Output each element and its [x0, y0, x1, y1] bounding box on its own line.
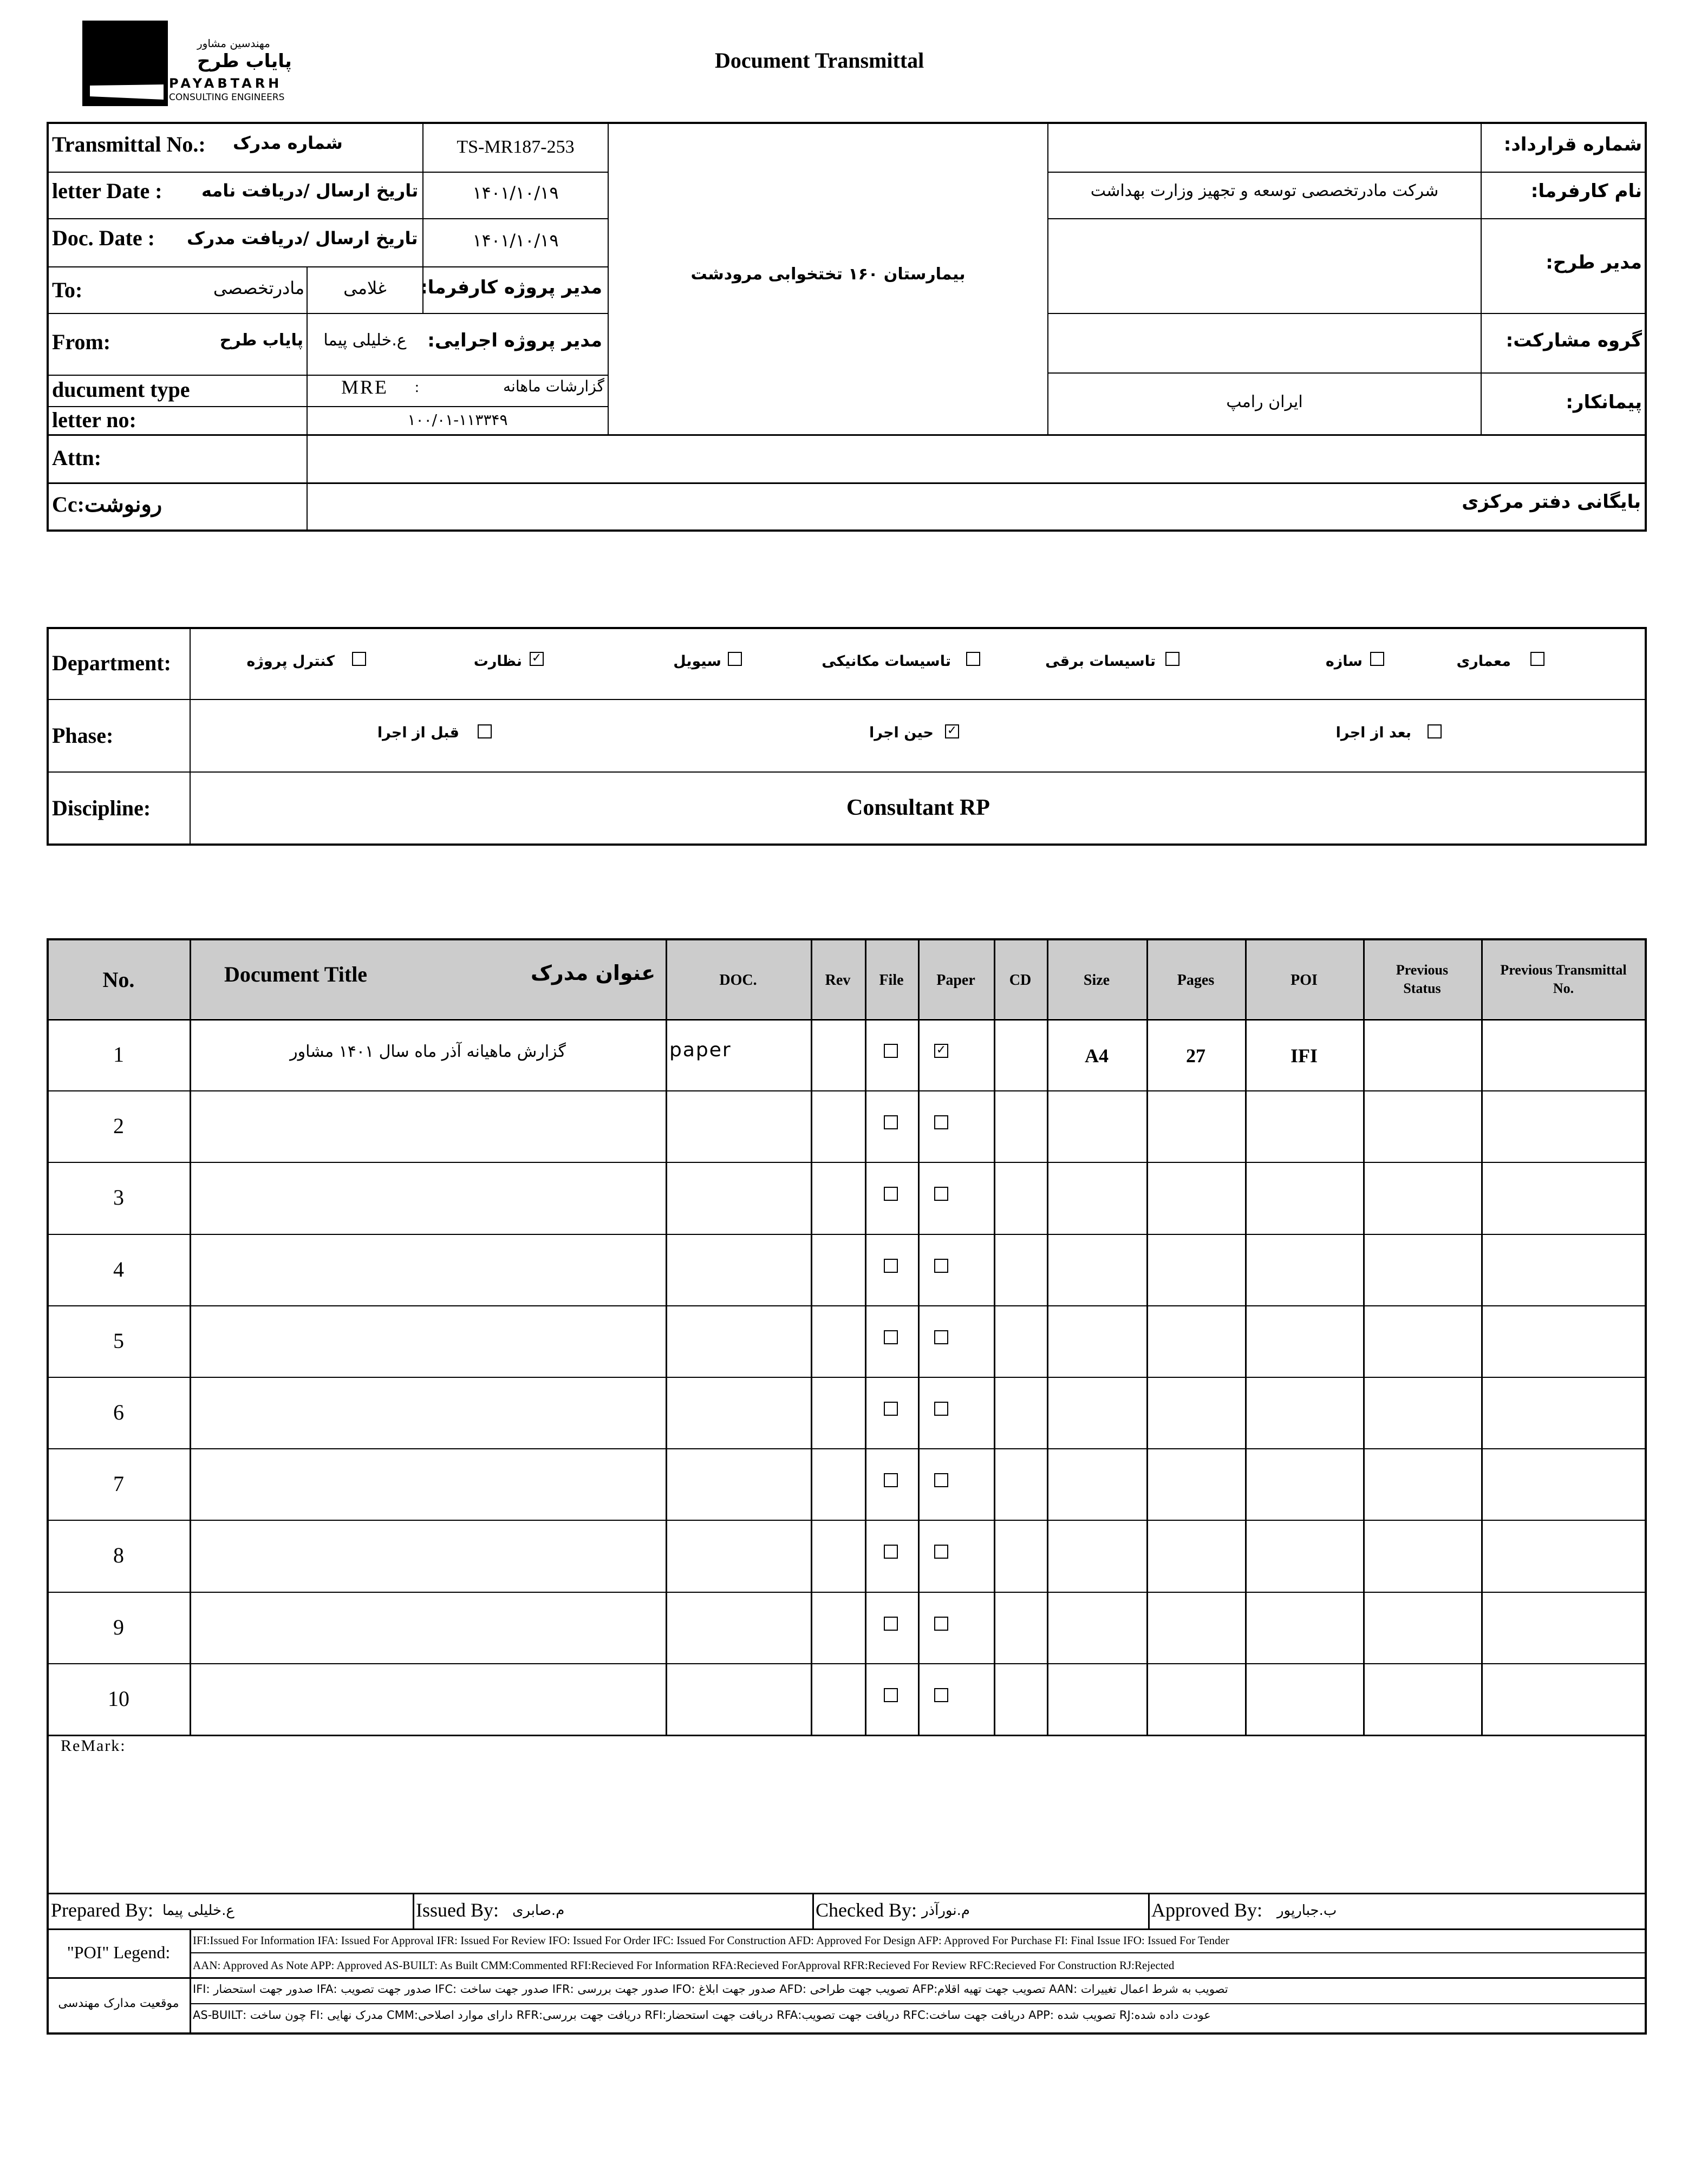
phase-option-label: حین اجرا — [869, 724, 934, 741]
file-checkbox[interactable] — [884, 1545, 898, 1559]
table-column-divider — [811, 939, 812, 1735]
row-number: 9 — [113, 1615, 124, 1639]
issued-value: م.صابری — [512, 1902, 565, 1919]
paper-checkbox[interactable] — [934, 1115, 948, 1129]
contractor-label: پیمانکار: — [1566, 391, 1642, 413]
row-number: 5 — [113, 1329, 124, 1353]
paper-checkbox[interactable] — [934, 1187, 948, 1201]
department-option-label: کنترل پروژه — [246, 653, 335, 670]
table-row-divider — [48, 1305, 1646, 1306]
page-title: Document Transmittal — [715, 48, 924, 73]
table-column-divider — [190, 939, 191, 1735]
from-value: پایاب طرح — [219, 331, 303, 350]
file-checkbox[interactable] — [884, 1473, 898, 1487]
from-role: مدیر پروژه اجرایی: — [427, 330, 602, 351]
row-number: 2 — [113, 1114, 124, 1138]
paper-checkbox[interactable] — [934, 1402, 948, 1416]
company-logo — [82, 21, 292, 107]
paper-checkbox[interactable] — [934, 1330, 948, 1344]
plan-manager-label: مدیر طرح: — [1546, 252, 1642, 273]
department-checkbox[interactable] — [966, 652, 980, 666]
file-checkbox[interactable] — [884, 1617, 898, 1631]
project-name: بیمارستان ۱۶۰ تختخوابی مرودشت — [690, 265, 966, 284]
department-option-label: تاسیسات مکانیکی — [822, 653, 951, 670]
file-checkbox[interactable] — [884, 1115, 898, 1129]
cc-value: بایگانی دفتر مرکزی — [1462, 491, 1641, 513]
table-row-divider — [48, 1592, 1646, 1593]
table-column-divider — [994, 939, 995, 1735]
doc-date-label: Doc. Date : — [52, 226, 155, 250]
department-option-label: تاسیسات برقی — [1045, 653, 1156, 670]
letter-no-value: ۱۰۰/۰۱-۱۱۳۳۴۹ — [407, 411, 508, 429]
cc-label: Cc:رونوشت — [52, 492, 162, 516]
table-column-divider — [865, 939, 866, 1735]
file-checkbox[interactable] — [884, 1044, 898, 1058]
file-checkbox[interactable] — [884, 1688, 898, 1702]
doc-type-sep: : — [415, 379, 419, 396]
col-header-doc: DOC. — [719, 972, 757, 989]
col-header-prev-transmittal: Previous Transmittal No. — [1500, 962, 1627, 996]
row-number: 1 — [113, 1042, 124, 1067]
file-checkbox[interactable] — [884, 1330, 898, 1344]
row-number: 7 — [113, 1472, 124, 1496]
transmittal-no-label: Transmittal No.: — [52, 132, 206, 156]
department-option-label: معماری — [1456, 653, 1511, 670]
row-number: 4 — [113, 1257, 124, 1281]
discipline-label: Discipline: — [52, 796, 151, 820]
file-checkbox[interactable] — [884, 1187, 898, 1201]
paper-checkbox[interactable] — [934, 1688, 948, 1702]
table-column-divider — [1481, 939, 1483, 1735]
logo-fa-top: مهندسین مشاور — [197, 37, 270, 50]
department-checkbox[interactable] — [1165, 652, 1179, 666]
logo-en-sub: CONSULTING ENGINEERS — [169, 92, 285, 103]
doc-date-fa: تاریخ ارسال /دریافت مدرک — [187, 228, 418, 249]
to-person: غلامی — [343, 278, 387, 298]
table-row-divider — [48, 1090, 1646, 1091]
doc-date-value: ۱۴۰۱/۱۰/۱۹ — [472, 230, 559, 251]
department-label: Department: — [52, 651, 171, 675]
row-number: 3 — [113, 1185, 124, 1209]
table-row-divider — [48, 1377, 1646, 1378]
logo-mark-icon — [82, 21, 168, 106]
table-row-divider — [48, 1234, 1646, 1235]
table-row-divider — [48, 1448, 1646, 1449]
department-option-label: سیویل — [673, 653, 721, 670]
prepared-value: ع.خلیلی پیما — [162, 1902, 234, 1919]
col-header-poi: POI — [1291, 972, 1318, 989]
table-column-divider — [666, 939, 667, 1735]
legend-fa-label: موقعیت مدارک مهندسی — [58, 1997, 179, 2010]
contractor-value: ایران رامپ — [1226, 393, 1303, 411]
partnership-label: گروه مشارکت: — [1505, 330, 1642, 351]
row-number: 6 — [113, 1400, 124, 1424]
col-header-cd: CD — [1009, 972, 1032, 989]
department-checkbox[interactable]: ✓ — [530, 652, 544, 666]
table-row-divider — [48, 1663, 1646, 1664]
row-number: 10 — [108, 1686, 129, 1711]
to-role: مدیر پروژه کارفرما: — [420, 277, 602, 298]
employer-value: شرکت مادرتخصصی توسعه و تجهیز وزارت بهداشت — [1090, 181, 1439, 200]
doc-type-code: MRE — [341, 376, 389, 398]
legend-line-4: عودت داده شده:RJ تصویب شده :APP دریافت جهت ساخت:RFC دریافت جهت تصویب:RFA دریافت جهت استحضار:RFI دریافت جهت بررسی:RFR دارای موارد اصلاحی:CMM مدرک نهایی :FI چون ساخت :AS-BUILT — [193, 2009, 1211, 2022]
table-column-divider — [1363, 939, 1365, 1735]
row-poi: IFI — [1290, 1045, 1318, 1067]
row-size: A4 — [1085, 1045, 1109, 1067]
row-title: گزارش ماهیانه آذر ماه سال ۱۴۰۱ مشاور — [290, 1042, 566, 1061]
transmittal-no-fa: شماره مدرک — [233, 133, 343, 153]
phase-label: Phase: — [52, 723, 114, 748]
doc-type-fa: گزارشات ماهانه — [503, 377, 604, 395]
letter-date-fa: تاریخ ارسال /دریافت نامه — [201, 180, 419, 201]
col-header-no: No. — [102, 967, 135, 992]
checked-label: Checked By: — [816, 1899, 917, 1921]
logo-fa-name: پایاب طرح — [197, 50, 292, 72]
col-header-paper: Paper — [936, 972, 975, 989]
col-header-pages: Pages — [1177, 972, 1215, 989]
poi-legend-label: "POI" Legend: — [67, 1943, 171, 1962]
paper-checkbox[interactable] — [934, 1259, 948, 1273]
table-row-divider — [48, 1520, 1646, 1521]
approved-value: ب.جبارپور — [1277, 1902, 1337, 1919]
phase-option-label: بعد از اجرا — [1335, 724, 1411, 741]
paper-checkbox[interactable]: ✓ — [934, 1044, 948, 1058]
letter-date-label: letter Date : — [52, 179, 162, 203]
file-checkbox[interactable] — [884, 1402, 898, 1416]
documents-table — [47, 938, 1647, 2035]
col-header-title-fa: عنوان مدرک — [531, 961, 656, 985]
file-checkbox[interactable] — [884, 1259, 898, 1273]
paper-checkbox[interactable] — [934, 1617, 948, 1631]
letter-no-label: letter no: — [52, 408, 136, 432]
department-option-label: سازه — [1325, 653, 1363, 670]
paper-checkbox[interactable] — [934, 1545, 948, 1559]
department-checkbox[interactable] — [352, 652, 366, 666]
logo-en-name: PAYABTARH — [169, 76, 283, 91]
to-label: To: — [52, 278, 83, 302]
approved-label: Approved By: — [1151, 1899, 1262, 1921]
doc-type-label: ducument type — [52, 377, 190, 402]
department-checkbox[interactable] — [728, 652, 742, 666]
legend-line-3: تصویب به شرط اعمال تغییرات :AAN تصویب جهت تهیه اقلام:AFP تصویب جهت طراحی :AFD صدور جهت ابلاغ :IFO صدور جهت بررسی :IFR صدور جهت ساخت :IFC صدور جهت تصویب :IFA صدور جهت استحضار :IFI — [193, 1983, 1228, 1996]
prepared-label: Prepared By: — [51, 1899, 153, 1921]
department-checkbox[interactable] — [1370, 652, 1384, 666]
table-column-divider — [918, 939, 920, 1735]
table-row-divider — [48, 1162, 1646, 1163]
department-option-label: نظارت — [473, 653, 522, 670]
remark-label: ReMark: — [61, 1737, 126, 1755]
transmittal-no-value: TS-MR187-253 — [457, 137, 575, 157]
row-doc: paper — [669, 1039, 732, 1061]
col-header-prev-status: Previous Status — [1396, 962, 1449, 996]
paper-checkbox[interactable] — [934, 1473, 948, 1487]
attn-label: Attn: — [52, 446, 102, 470]
letter-date-value: ۱۴۰۱/۱۰/۱۹ — [472, 182, 559, 203]
phase-checkbox[interactable]: ✓ — [945, 724, 959, 738]
legend-line-2: AAN: Approved As Note APP: Approved AS-BUILT: As Built CMM:Commented RFI:Recieved For Information RFA:Recieved ForApproval RFR:Recieved For Review RFC:Recieved For Construction RJ:Rejected — [193, 1959, 1175, 1972]
col-header-size: Size — [1083, 972, 1110, 989]
checked-value: م.نورآذر — [922, 1902, 970, 1919]
row-pages: 27 — [1186, 1045, 1205, 1067]
phase-checkbox[interactable] — [1428, 724, 1442, 738]
from-label: From: — [52, 330, 111, 354]
col-header-rev: Rev — [825, 972, 851, 989]
department-checkbox[interactable] — [1530, 652, 1544, 666]
col-header-title-en: Document Title — [224, 962, 368, 986]
from-person: ع.خلیلی پیما — [323, 331, 407, 350]
phase-checkbox[interactable] — [478, 724, 492, 738]
row-number: 8 — [113, 1543, 124, 1567]
legend-line-1: IFI:Issued For Information IFA: Issued For Approval IFR: Issued For Review IFO: Issued For Order IFC: Issued For Construction AFD: Approved For Design AFP: Approved For Purchase FI: Final Issue IFO: Issued For Tender — [193, 1934, 1229, 1947]
to-value: مادرتخصصی — [213, 278, 305, 298]
col-header-file: File — [879, 972, 904, 989]
contract-no-label: شماره قرارداد: — [1503, 134, 1642, 155]
employer-label: نام کارفرما: — [1530, 180, 1642, 202]
discipline-value: Consultant RP — [846, 795, 990, 820]
phase-option-label: قبل از اجرا — [377, 724, 459, 741]
issued-label: Issued By: — [416, 1899, 499, 1921]
